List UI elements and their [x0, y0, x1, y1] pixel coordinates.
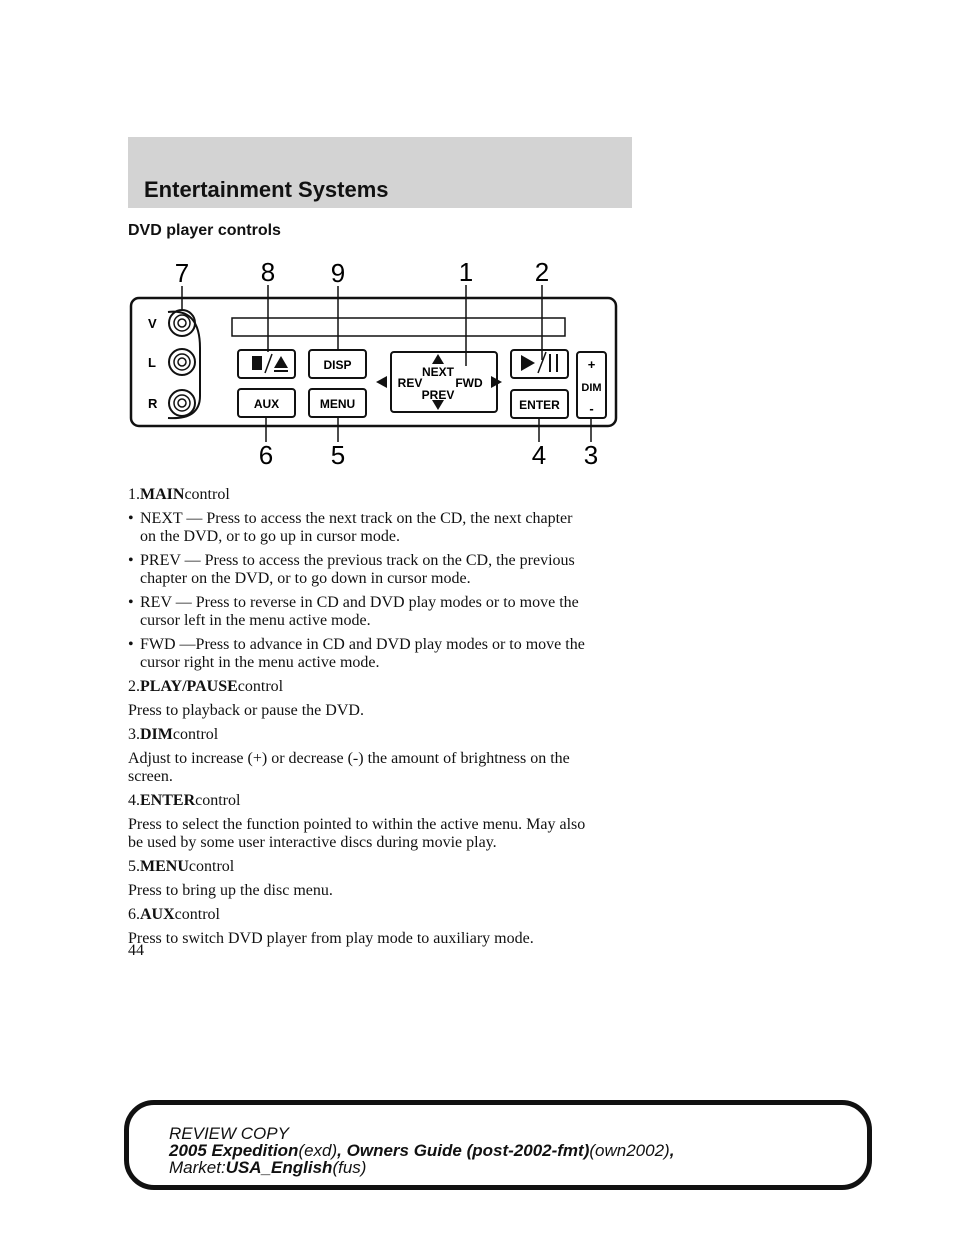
item-dim-heading	[128, 726, 648, 744]
callout-5: 5	[330, 440, 346, 470]
bullet-icon: •	[128, 636, 134, 653]
callout-9: 9	[330, 258, 346, 288]
jack-r	[169, 390, 195, 416]
header-band	[128, 137, 632, 208]
review-line-1: REVIEW COPY	[169, 1124, 289, 1143]
play-icon	[521, 355, 535, 371]
jack-l	[169, 349, 195, 375]
section-title: DVD player controls	[128, 222, 281, 239]
callout-7: 7	[174, 258, 190, 288]
dim-label: DIM	[581, 382, 602, 394]
fwd-label: FWD	[455, 376, 483, 390]
disp-button[interactable]	[309, 350, 366, 378]
market-value: USA_English	[225, 1158, 333, 1177]
item-suffix: control	[188, 858, 235, 875]
jack-label-l: L	[148, 355, 156, 370]
item-main-heading	[128, 486, 648, 504]
item-menu-desc: Press to bring up the disc menu.	[128, 882, 333, 899]
bullet-line: NEXT — Press to access the next track on the CD, the next chapter	[140, 510, 573, 527]
eject-icon	[274, 356, 288, 368]
bullet-fwd	[128, 636, 648, 672]
main-control[interactable]	[376, 352, 502, 412]
item-suffix: control	[237, 678, 284, 695]
item-enter-desc	[128, 816, 648, 852]
item-label: PLAY/PAUSE	[140, 678, 238, 695]
item-suffix: control	[172, 726, 219, 743]
market-label: Market:	[169, 1158, 226, 1177]
item-suffix: control	[195, 792, 241, 809]
item-dim-desc	[128, 750, 648, 786]
model-name: 2005 Expedition	[169, 1141, 299, 1160]
desc-line: Press to select the function pointed to within the active menu. May also	[128, 816, 586, 833]
guide-code: (own2002)	[589, 1141, 670, 1160]
callout-6: 6	[258, 440, 274, 470]
bullet-prev	[128, 552, 648, 588]
play-pause-button[interactable]	[511, 350, 568, 378]
disc-slot	[232, 318, 565, 336]
item-number: 3.	[128, 726, 140, 743]
bullet-line: on the DVD, or to go up in cursor mode.	[140, 528, 400, 545]
callout-2: 2	[534, 257, 550, 287]
left-arrow-icon	[376, 376, 387, 388]
item-suffix: control	[174, 906, 220, 923]
item-label: MAIN	[140, 486, 185, 503]
desc-line: screen.	[128, 768, 173, 785]
pause-icon	[549, 354, 551, 372]
item-number: 2.	[128, 678, 140, 695]
item-number: 4.	[128, 792, 140, 809]
dvd-panel-svg	[128, 248, 632, 480]
item-menu-heading	[128, 858, 648, 876]
callout-4: 4	[531, 440, 547, 470]
menu-label: MENU	[319, 397, 356, 411]
item-label: MENU	[140, 858, 189, 875]
bullet-rev	[128, 594, 648, 630]
prev-label: PREV	[421, 388, 455, 402]
enter-label: ENTER	[519, 398, 560, 412]
aux-button[interactable]	[238, 389, 295, 417]
body-text	[128, 486, 648, 954]
item-enter-heading	[128, 792, 648, 810]
bullet-line: cursor left in the menu active mode.	[140, 612, 371, 629]
model-code: (exd)	[298, 1141, 338, 1160]
jack-label-v: V	[148, 316, 157, 331]
page-number: 44	[128, 942, 144, 959]
aux-label: AUX	[253, 397, 280, 411]
review-copy-box	[124, 1100, 872, 1190]
bullet-next	[128, 510, 648, 546]
item-number: 1.	[128, 486, 140, 503]
review-copy-text	[169, 1125, 674, 1176]
bullet-line: REV — Press to reverse in CD and DVD play modes or to move the	[140, 594, 579, 611]
bullet-icon: •	[128, 594, 134, 611]
enter-button[interactable]	[511, 390, 568, 418]
bullet-line: PREV — Press to access the previous track on the CD, the previous	[140, 552, 575, 569]
market-code: (fus)	[332, 1158, 367, 1177]
dim-button[interactable]	[577, 352, 606, 418]
bullet-icon: •	[128, 510, 134, 527]
jack-label-r: R	[148, 396, 158, 411]
separator: ,	[669, 1141, 675, 1160]
review-line-3	[169, 1159, 674, 1176]
item-label: AUX	[140, 906, 175, 923]
next-label: NEXT	[421, 365, 455, 379]
item-label: DIM	[140, 726, 173, 743]
callout-1: 1	[458, 257, 474, 287]
item-aux-heading	[128, 906, 648, 924]
item-number: 5.	[128, 858, 140, 875]
item-play-pause-heading	[128, 678, 648, 696]
bullet-line: FWD —Press to advance in CD and DVD play modes or to move the	[140, 636, 585, 653]
dim-plus-label: +	[587, 357, 596, 372]
page-title: Entertainment Systems	[144, 177, 389, 202]
item-suffix: control	[184, 486, 230, 503]
callout-3: 3	[583, 440, 599, 470]
disp-label: DISP	[323, 358, 352, 372]
item-play-pause-desc: Press to playback or pause the DVD.	[128, 702, 364, 719]
guide-name: , Owners Guide (post-2002-fmt)	[337, 1141, 590, 1160]
dim-minus-label: -	[589, 401, 594, 416]
dvd-controls-diagram	[128, 248, 632, 480]
jack-v	[169, 310, 195, 336]
desc-line: be used by some user interactive discs during movie play.	[128, 834, 497, 851]
review-line-2	[169, 1142, 674, 1159]
up-arrow-icon	[432, 354, 444, 364]
menu-button[interactable]	[309, 389, 366, 417]
bullet-icon: •	[128, 552, 134, 569]
rev-label: REV	[397, 376, 423, 390]
bullet-line: chapter on the DVD, or to go down in cursor mode.	[140, 570, 471, 587]
desc-line: Adjust to increase (+) or decrease (-) the amount of brightness on the	[128, 750, 570, 767]
stop-eject-button[interactable]	[238, 350, 295, 378]
item-label: ENTER	[140, 792, 196, 809]
bullet-line: cursor right in the menu active mode.	[140, 654, 380, 671]
stop-icon	[252, 356, 262, 370]
item-aux-desc: Press to switch DVD player from play mode to auxiliary mode.	[128, 930, 534, 947]
callout-8: 8	[260, 257, 276, 287]
item-number: 6.	[128, 906, 140, 923]
